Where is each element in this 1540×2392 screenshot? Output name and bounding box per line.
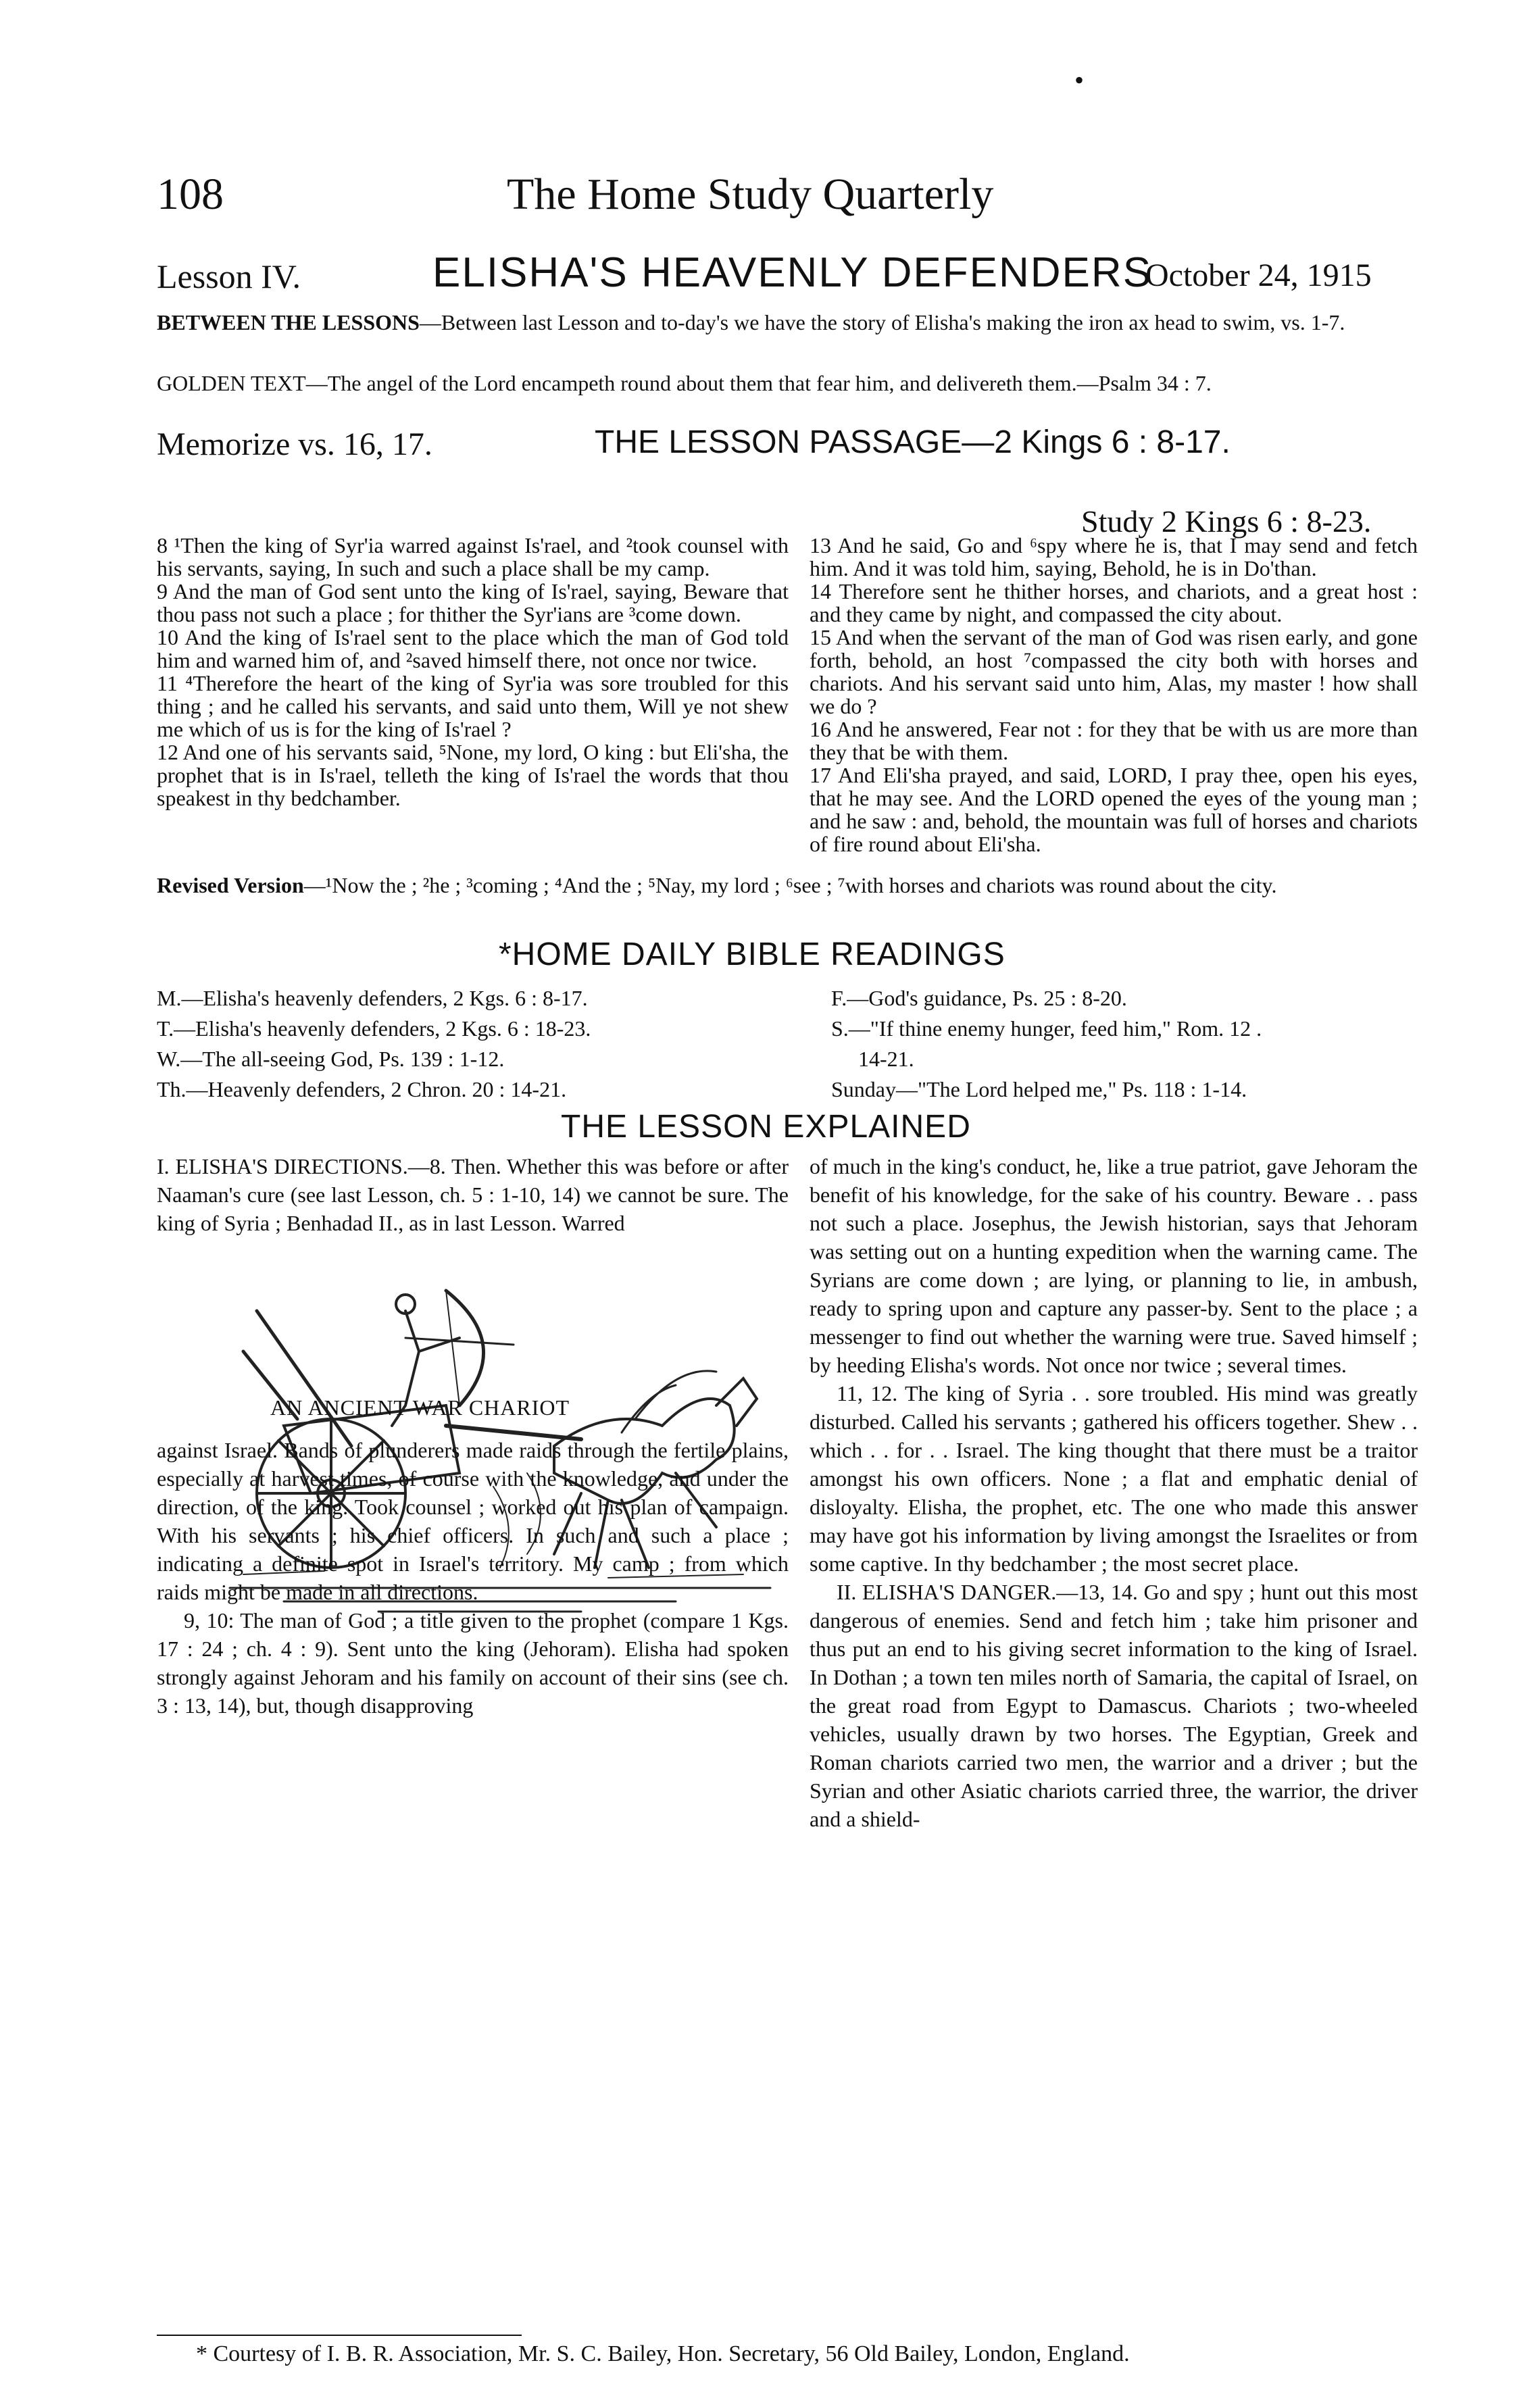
golden-text [157,368,1400,398]
illustration-caption: AN ANCIENT WAR CHARIOT [270,1395,570,1420]
lesson-label: Lesson IV. [157,257,301,295]
verse: 8 ¹Then the king of Syr'ia warred against Is'rael, and ²took counsel with his servants, saying, In such and such a place shall be my camp. [157,533,789,580]
reading-item: F.—God's guidance, Ps. 25 : 8-20. [831,986,1127,1010]
explained-paragraph: against Israel. Bands of plunderers made raids through the fertile plains, especially at harvest times, of course with the knowledge, and under the direction, of the king. Took counsel ; worked out his plan of campaign. With his servants ; his chief officers. In such and such a place ; indicating a definite spot in Israel's territory. My camp ; from which raids might be made in all directions. [157,1438,789,1604]
verse: 9 And the man of God sent unto the king of Is'rael, saying, Beware that thou pass not such a place ; for thither the Syr'ians are ³come down. [157,579,789,626]
between-lessons [157,307,1400,337]
reading-item: 14-21. [858,1047,914,1071]
explained-paragraph: of much in the king's conduct, he, like a true patriot, gave Jehoram the benefit of his knowledge, for the sake of his country. Beware . . pass not such a place. Josephus, the Jewish historian, says that Jehoram was setting out on a hunting expedition when the warning came. The Syrians are come down ; are lying, or planning to lie, in ambush, ready to spring upon and capture any passer-by. Sent to the place ; a messenger to find out whether the warning were true. Saved himself ; by heeding Elisha's words. Not once nor twice ; several times. [810,1154,1418,1377]
golden-text-label: GOLDEN TEXT [157,371,306,395]
verse: 12 And one of his servants said, ⁵None, my lord, O king : but Eli'sha, the prophet that is in Is'rael, telleth the king of Is'rael the words that thou speakest in thy bedchamber. [157,740,789,810]
reading-item: Sunday—"The Lord helped me," Ps. 118 : 1-14. [831,1077,1247,1101]
explained-paragraph: 11, 12. The king of Syria . . sore troubled. His mind was greatly disturbed. Called his servants ; gathered his officers together. Shew . . which . . for . . Israel. The king thought that there must be a traitor amongst his own officers. None ; a flat and emphatic denial of disloyalty. Elisha, the prophet, etc. The one who made this answer may have got his information by living amongst the Israelites or from some captive. In thy bedchamber ; the most secret place. [810,1381,1418,1576]
readings-right [831,983,1419,1105]
revised-version-label: Revised Version [157,873,304,897]
passage-title: THE LESSON PASSAGE—2 Kings 6 : 8-17. [595,424,1231,460]
page-number: 108 [157,170,224,219]
verse: 14 Therefore sent he thither horses, and chariots, and a great host : and they came by night, and compassed the city about. [810,579,1418,626]
verse: 11 ⁴Therefore the heart of the king of Syr'ia was sore troubled for this thing ; and he called his servants, and said unto them, Will ye not shew me which of us is for the king of Is'rael ? [157,671,789,741]
golden-text-body: —The angel of the Lord encampeth round about them that fear him, and delivereth them.—Psalm 34 : 7. [305,371,1212,395]
reading-item: M.—Elisha's heavenly defenders, 2 Kgs. 6 : 8-17. [157,986,588,1010]
lesson-date: October 24, 1915 [1145,257,1372,293]
study-reference: Study 2 Kings 6 : 8-23. [1081,504,1372,539]
running-title: The Home Study Quarterly [507,170,994,219]
passage-left-column [157,534,789,809]
readings-left [157,983,799,1105]
reading-item: S.—"If thine enemy hunger, feed him," Rom. 12 . [831,1016,1262,1041]
explained-title: THE LESSON EXPLAINED [561,1109,971,1145]
memorize-verses: Memorize vs. 16, 17. [157,426,432,462]
revised-version-text: —¹Now the ; ²he ; ³coming ; ⁴And the ; ⁵Nay, my lord ; ⁶see ; ⁷with horses and chariots was round about the city. [303,873,1277,897]
between-lessons-text: —Between last Lesson and to-day's we have the story of Elisha's making the iron ax head to swim, vs. 1-7. [419,310,1345,334]
reading-item: Th.—Heavenly defenders, 2 Chron. 20 : 14-21. [157,1077,567,1101]
explained-left-top [157,1152,789,1237]
passage-right-column [810,534,1418,855]
explained-paragraph: II. ELISHA'S DANGER.—13, 14. Go and spy ; hunt out this most dangerous of enemies. Send and fetch him ; take him prisoner and thus put an end to his giving secret information to the king of Israel. In Dothan ; a town ten miles north of Samaria, the capital of Israel, on the great road from Egypt to Damascus. Chariots ; two-wheeled vehicles, usually drawn by two horses. The Egyptian, Greek and Roman chariots carried two men, the warrior and a driver ; but the Syrian and other Asiatic chariots carried three, the warrior, the driver and a shield- [810,1580,1418,1831]
readings-title: *HOME DAILY BIBLE READINGS [499,937,1005,972]
explained-paragraph: I. ELISHA'S DIRECTIONS.—8. Then. Whether this was before or after Naaman's cure (see last Lesson, ch. 5 : 1-10, 14) we cannot be sure. The king of Syria ; Benhadad II., as in last Lesson. Warred [157,1154,789,1235]
verse: 13 And he said, Go and ⁶spy where he is, that I may send and fetch him. And it was told him, saying, Behold, he is in Do'than. [810,533,1418,580]
revised-version [157,872,1400,899]
page-mark: • [1074,65,1085,95]
verse: 15 And when the servant of the man of God was risen early, and gone forth, behold, an host ⁷compassed the city both with horses and chariots. And his servant said unto him, Alas, my master ! how shall we do ? [810,625,1418,718]
between-lessons-label: BETWEEN THE LESSONS [157,310,420,334]
footnote: * Courtesy of I. B. R. Association, Mr. S. C. Bailey, Hon. Secretary, 56 Old Bailey, London, England. [196,2341,1130,2366]
explained-right [810,1152,1418,1833]
lesson-title: ELISHA'S HEAVENLY DEFENDERS [432,249,1153,296]
explained-paragraph: 9, 10: The man of God ; a title given to the prophet (compare 1 Kgs. 17 : 24 ; ch. 4 : 9). Sent unto the king (Jehoram). Elisha had spoken strongly against Jehoram and his family on account of their sins (see ch. 3 : 13, 14), but, though disapproving [157,1608,789,1718]
footnote-rule [157,2335,522,2336]
verse: 17 And Eli'sha prayed, and said, LORD, I pray thee, open his eyes, that he may see. And the LORD opened the eyes of the young man ; and he saw : and, behold, the mountain was full of horses and chariots of fire round about Eli'sha. [810,763,1418,856]
reading-item: T.—Elisha's heavenly defenders, 2 Kgs. 6 : 18-23. [157,1016,591,1041]
explained-left-bottom [157,1436,789,1720]
verse: 10 And the king of Is'rael sent to the place which the man of God told him and warned him of, and ²saved himself there, not once nor twice. [157,625,789,672]
verse: 16 And he answered, Fear not : for they that be with us are more than they that be with them. [810,717,1418,764]
reading-item: W.—The all-seeing God, Ps. 139 : 1-12. [157,1047,505,1071]
